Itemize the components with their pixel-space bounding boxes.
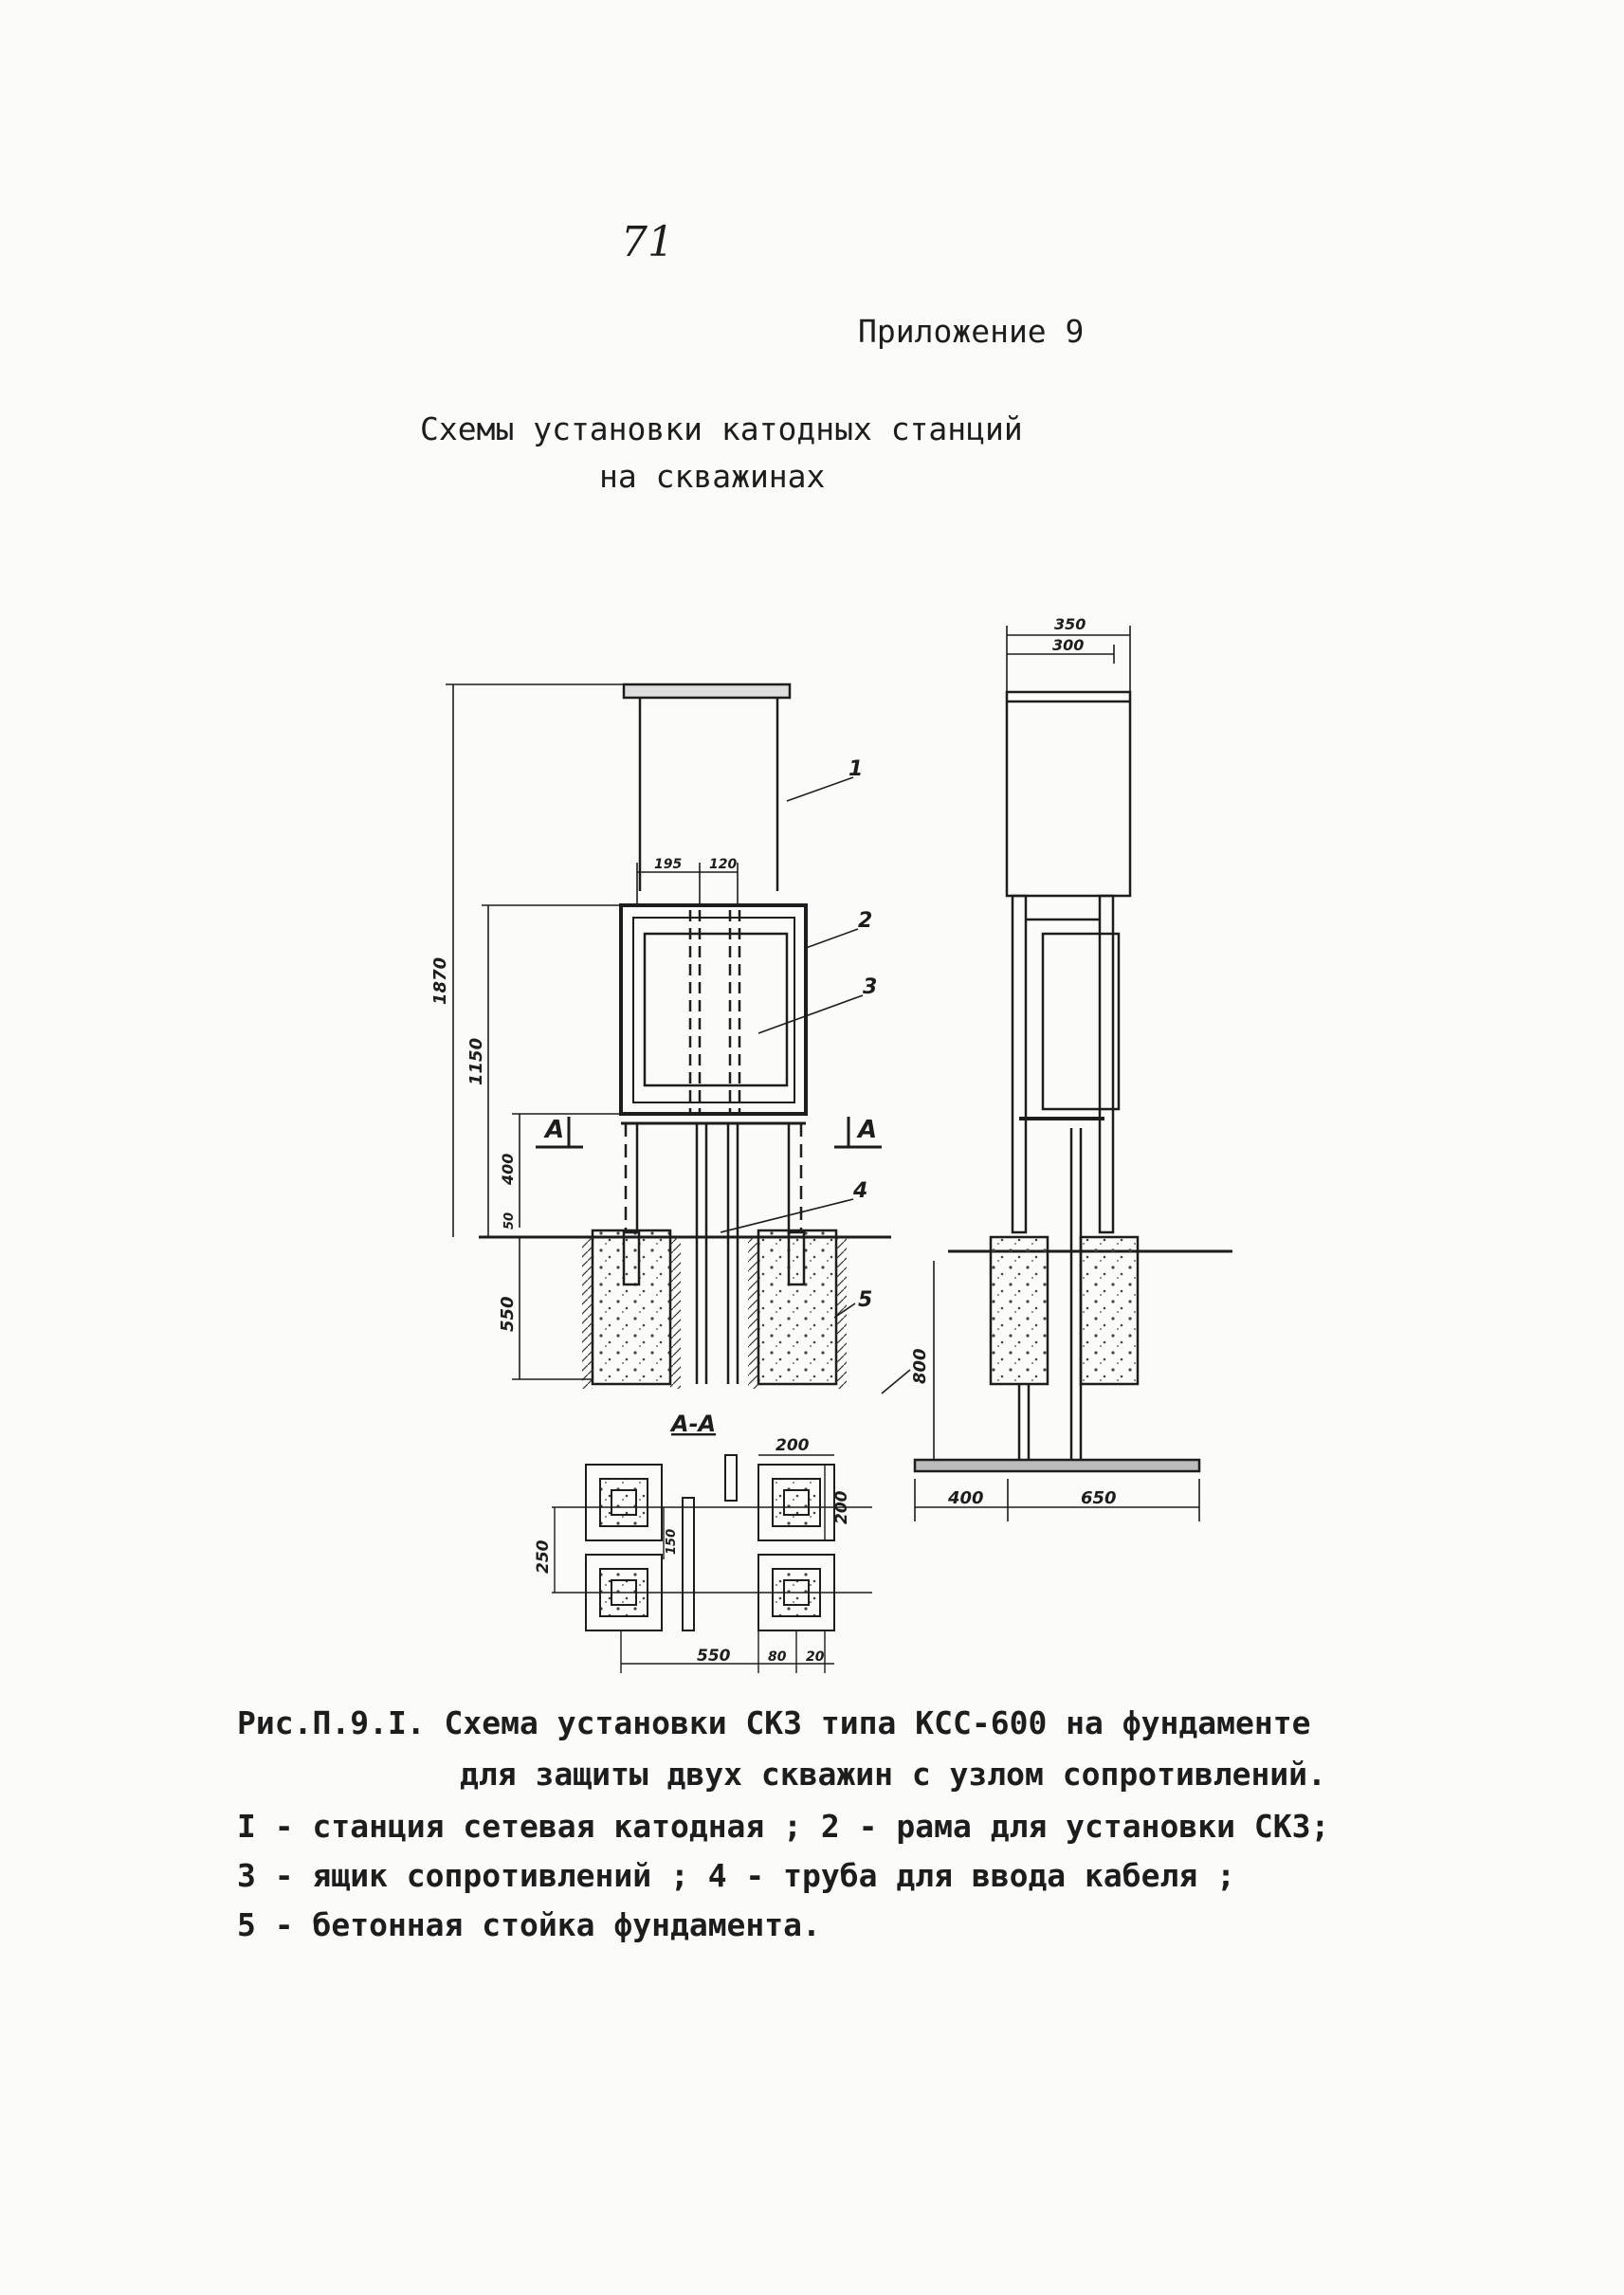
front-view [479, 684, 891, 1389]
dim-550-horizontal: 550 [697, 1647, 731, 1666]
appendix-label: Приложение 9 [858, 313, 1085, 350]
dim-800: 800 [910, 1348, 930, 1384]
resistor-box [645, 934, 787, 1085]
page-number: 71 [621, 218, 674, 266]
concrete-post-left [593, 1230, 670, 1384]
side-post-left [991, 1237, 1048, 1384]
side-dimensions [882, 626, 1199, 1521]
dim-1150: 1150 [466, 1037, 486, 1085]
dim-1870: 1870 [430, 956, 450, 1005]
callout-3: 3 [863, 975, 878, 999]
callout-1: 1 [848, 757, 864, 781]
dim-550-vertical: 550 [498, 1296, 518, 1332]
dim-250: 250 [534, 1539, 553, 1574]
callout-4: 4 [853, 1179, 868, 1203]
section-name: А-А [671, 1411, 717, 1437]
legend-line-1: I - станция сетевая катодная ; 2 - рама для установки СКЗ; [237, 1808, 1330, 1845]
figure-caption-line-1: Рис.П.9.I. Схема установки СКЗ типа КСС-600 на фундаменте [237, 1704, 1311, 1741]
dim-150: 150 [665, 1528, 679, 1555]
plan-post-bl [586, 1555, 662, 1630]
dim-350: 350 [1054, 615, 1086, 633]
station-cap [624, 684, 790, 698]
dim-300: 300 [1052, 636, 1085, 654]
side-view [915, 692, 1232, 1471]
callout-2: 2 [858, 909, 873, 933]
plan-post-br [758, 1555, 834, 1630]
legend-line-2: 3 - ящик сопротивлений ; 4 - труба для ввода кабеля ; [237, 1857, 1235, 1894]
concrete-post-right [758, 1230, 836, 1384]
dim-650: 650 [1081, 1488, 1117, 1508]
page-title-line-1: Схемы установки катодных станций [420, 410, 1023, 447]
side-post-right [1081, 1237, 1138, 1384]
dim-50: 50 [502, 1211, 517, 1229]
legend-line-3: 5 - бетонная стойка фундамента. [237, 1906, 821, 1943]
dim-20: 20 [806, 1649, 825, 1665]
plan-post-tr [758, 1465, 834, 1540]
mounting-frame [621, 905, 806, 1114]
callout-5: 5 [858, 1288, 873, 1312]
station-box-side [1007, 692, 1130, 896]
page-title-line-2: на скважинах [599, 458, 826, 495]
dim-400-vertical: 400 [499, 1153, 517, 1185]
front-dimensions [446, 684, 882, 1379]
dim-400-horizontal: 400 [948, 1488, 984, 1508]
dim-195: 195 [654, 857, 683, 872]
figure-caption-line-2: для защиты двух скважин с узлом сопротивлений. [460, 1756, 1326, 1793]
section-mark-left: А [545, 1116, 565, 1144]
dim-200-top: 200 [776, 1436, 810, 1455]
dim-80: 80 [768, 1649, 787, 1665]
plan-post-tl [586, 1465, 662, 1540]
dim-120: 120 [709, 857, 738, 872]
section-mark-right: А [858, 1116, 878, 1144]
section-plan [552, 1455, 872, 1673]
dim-200-side: 200 [832, 1490, 851, 1524]
